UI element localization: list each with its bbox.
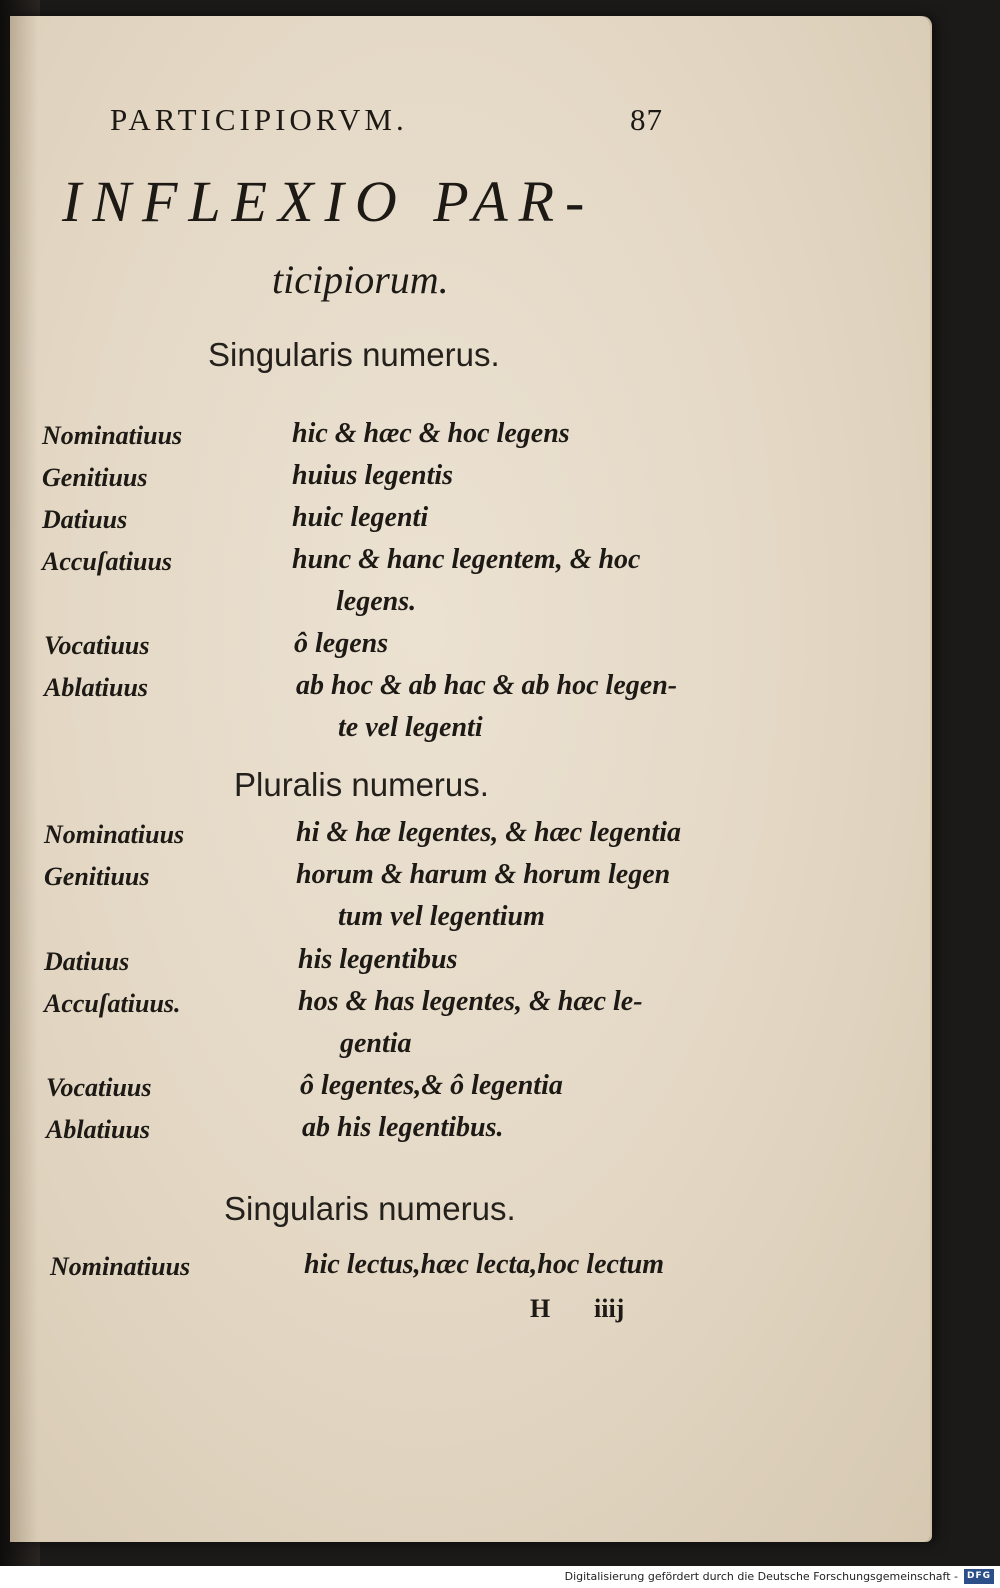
declension-form: his legentibus bbox=[298, 944, 458, 975]
declension-form: ô legentes,& ô legentia bbox=[300, 1070, 563, 1101]
declension-form: huic legenti bbox=[292, 502, 429, 533]
dfg-logo: DFG bbox=[964, 1569, 994, 1584]
case-label: Accuſatiuus. bbox=[44, 989, 181, 1018]
declension-form-continuation: te vel legenti bbox=[338, 712, 483, 743]
case-label: Ablatiuus bbox=[46, 1115, 151, 1144]
declension-form: huius legentis bbox=[292, 460, 454, 491]
page-number: 87 bbox=[630, 102, 663, 137]
case-label: Genitiuus bbox=[44, 862, 150, 891]
declension-form-continuation: legens. bbox=[336, 586, 417, 617]
declension-form: horum & harum & horum legen bbox=[296, 859, 671, 890]
case-label: Accuſatiuus bbox=[42, 547, 173, 576]
case-label: Nominatiuus bbox=[50, 1252, 191, 1281]
title-line-1: INFLEXIO PAR- bbox=[62, 169, 596, 234]
signature-letter: H bbox=[530, 1294, 551, 1323]
digitization-footer bbox=[0, 1566, 1000, 1588]
funding-credit: Digitalisierung gefördert durch die Deutsche Forschungsgemeinschaft - bbox=[564, 1570, 958, 1583]
case-label: Vocatiuus bbox=[44, 631, 150, 660]
running-head: PARTICIPIORVM. bbox=[110, 102, 408, 137]
section-heading-plural: Pluralis numerus. bbox=[234, 766, 489, 803]
case-label: Nominatiuus bbox=[42, 421, 183, 450]
signature-numeral: iiij bbox=[594, 1294, 625, 1323]
section-heading-singular-2: Singularis numerus. bbox=[224, 1190, 516, 1227]
section-heading-singular: Singularis numerus. bbox=[208, 336, 500, 373]
case-label: Datiuus bbox=[44, 947, 130, 976]
declension-form: hic & hæc & hoc legens bbox=[292, 418, 570, 449]
declension-form: hos & has legentes, & hæc le- bbox=[298, 986, 643, 1017]
declension-form: hi & hæ legentes, & hæc legentia bbox=[296, 817, 681, 848]
declension-form: ab his legentibus. bbox=[302, 1112, 504, 1143]
declension-form-continuation: gentia bbox=[340, 1028, 412, 1059]
title-line-2: ticipiorum. bbox=[272, 257, 449, 302]
declension-form: ab hoc & ab hac & ab hoc legen- bbox=[296, 670, 678, 701]
case-label: Vocatiuus bbox=[46, 1073, 152, 1102]
case-label: Datiuus bbox=[42, 505, 128, 534]
declension-form: hunc & hanc legentem, & hoc bbox=[292, 544, 641, 575]
case-label: Genitiuus bbox=[42, 463, 148, 492]
declension-form: ô legens bbox=[294, 628, 389, 659]
book-page bbox=[10, 16, 930, 1542]
declension-form-continuation: tum vel legentium bbox=[338, 901, 545, 932]
case-label: Ablatiuus bbox=[44, 673, 149, 702]
case-label: Nominatiuus bbox=[44, 820, 185, 849]
declension-form: hic lectus,hæc lecta,hoc lectum bbox=[304, 1249, 665, 1280]
